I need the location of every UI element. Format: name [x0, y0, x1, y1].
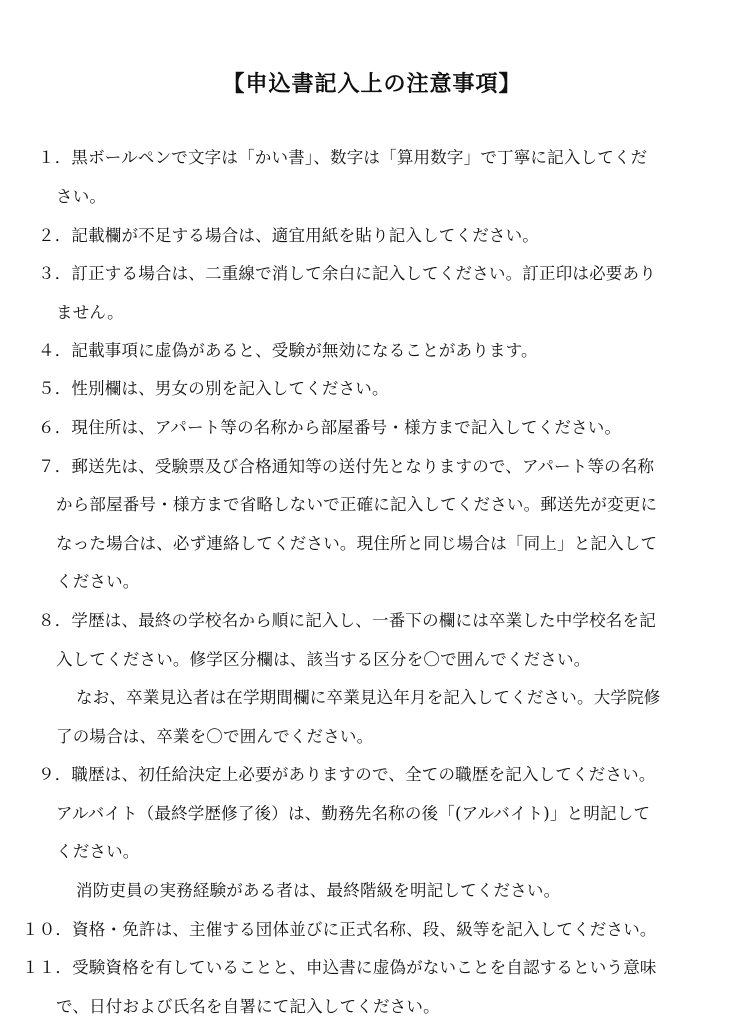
list-item-7 — [38, 448, 654, 487]
item-text: 黒ボールペンで文字は「かい書」、数字は「算用数字」で丁寧に記入してくだ — [71, 148, 648, 167]
item-number: ５． — [38, 379, 72, 398]
list-item-11 — [22, 949, 657, 988]
item-text: 受験資格を有していることと、申込書に虚偽がないことを自認するという意味 — [72, 958, 657, 977]
item-number: ７． — [38, 457, 72, 476]
item-number: １１． — [22, 958, 73, 977]
item-number: ４． — [38, 341, 72, 360]
item-continuation: で、日付および氏名を自署にて記入してください。 — [56, 997, 440, 1016]
item-continuation: ください。 — [56, 842, 140, 861]
item-text: 職歴は、初任給決定上必要がありますので、全ての職歴を記入してください。 — [71, 765, 656, 784]
item-continuation: なった場合は、必ず連絡してください。現住所と同じ場合は「同上」と記入して — [56, 534, 658, 553]
list-item-5 — [38, 370, 389, 409]
item-number: １． — [38, 148, 72, 167]
item-number: ２． — [38, 226, 72, 245]
list-item-6 — [38, 409, 621, 448]
item-text: 郵送先は、受験票及び合格通知等の送付先となりますので、アパート等の名称 — [71, 457, 655, 476]
item-continuation: 入してください。修学区分欄は、該当する区分を〇で囲んでください。 — [56, 650, 591, 669]
item-note: なお、卒業見込者は在学期間欄に卒業見込年月を記入してください。大学院修 — [76, 688, 661, 707]
item-text: 記載欄が不足する場合は、適宜用紙を貼り記入してください。 — [71, 226, 540, 245]
item-text: 資格・免許は、主催する団体並びに正式名称、段、級等を記入してください。 — [72, 920, 657, 939]
item-continuation: ください。 — [56, 572, 140, 591]
item-continuation: アルバイト（最終学歴修了後）は、勤務先名称の後「(アルバイト)」と明記して — [56, 804, 651, 823]
item-text: 性別欄は、男女の別を記入してください。 — [71, 379, 389, 398]
list-item-4 — [38, 332, 538, 371]
item-text: 記載事項に虚偽があると、受験が無効になることがあります。 — [71, 341, 538, 360]
list-item-1 — [38, 139, 647, 178]
item-number: １０． — [22, 920, 73, 939]
list-item-2 — [38, 217, 539, 256]
page-title: 【申込書記入上の注意事項】 — [222, 72, 522, 97]
item-continuation: 了の場合は、卒業を〇で囲んでください。 — [56, 727, 374, 746]
item-continuation: から部屋番号・様方まで省略しないで正確に記入してください。郵送先が変更に — [56, 495, 658, 514]
item-continuation: ません。 — [56, 303, 124, 322]
list-item-3 — [38, 255, 656, 294]
item-text: 学歴は、最終の学校名から順に記入し、一番下の欄には卒業した中学校名を記 — [71, 611, 656, 630]
item-number: ３． — [38, 264, 72, 283]
item-continuation: さい。 — [56, 187, 107, 206]
list-item-9 — [38, 756, 656, 795]
item-number: ６． — [38, 418, 72, 437]
item-text: 訂正する場合は、二重線で消して余白に記入してください。訂正印は必要あり — [71, 264, 656, 283]
item-note: 消防吏員の実務経験がある者は、最終階級を明記してください。 — [76, 881, 561, 900]
item-number: ８． — [38, 611, 72, 630]
list-item-10 — [22, 911, 657, 950]
list-item-8 — [38, 602, 656, 641]
item-text: 現住所は、アパート等の名称から部屋番号・様方まで記入してください。 — [71, 418, 622, 437]
item-number: ９． — [38, 765, 72, 784]
